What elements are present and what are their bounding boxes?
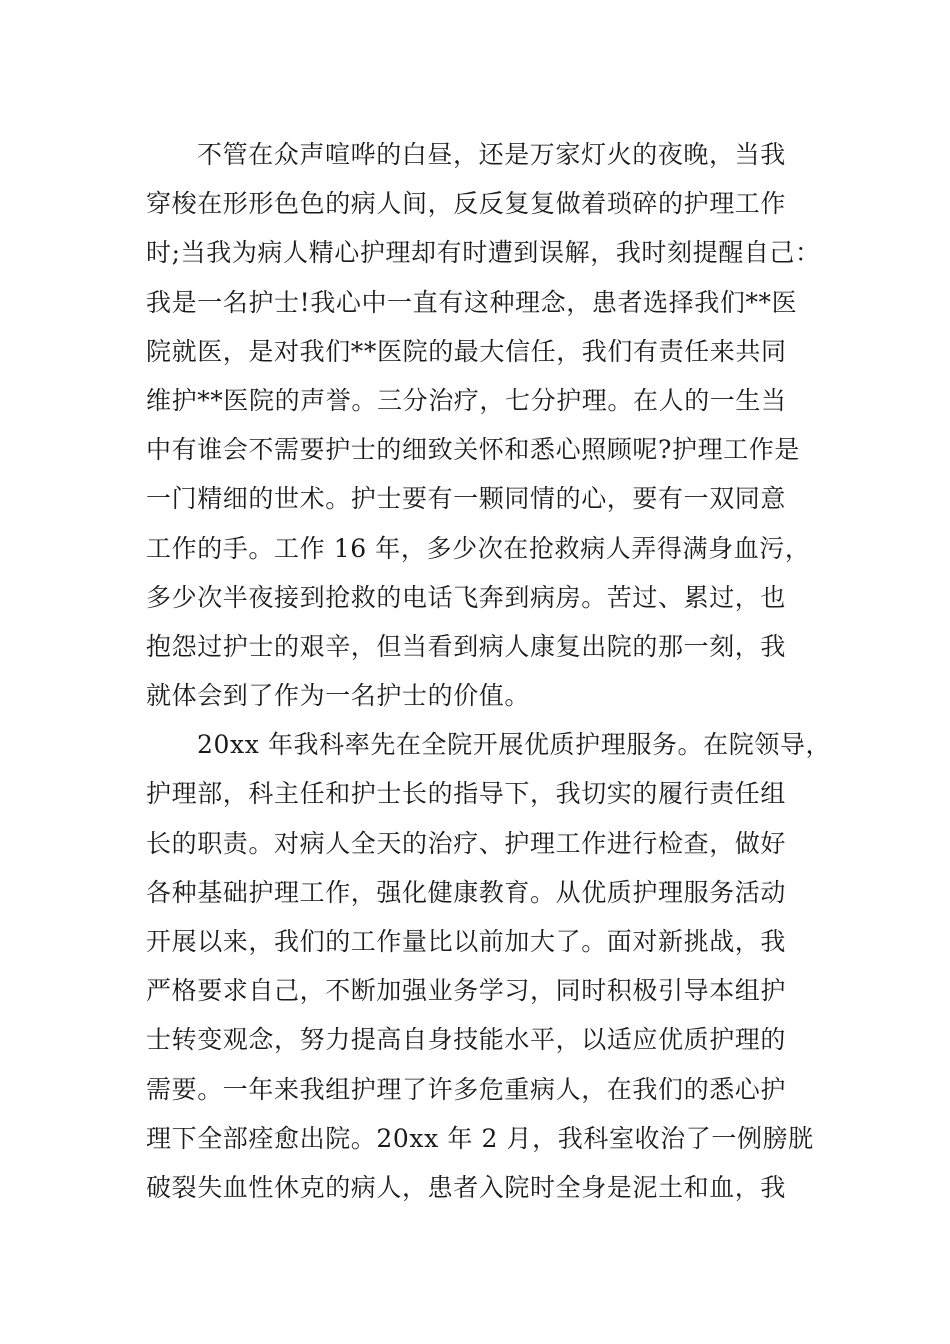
text-line: 长的职责。对病人全天的治疗、护理工作进行检查，做好 bbox=[146, 828, 787, 858]
text-line: 破裂失血性休克的病人，患者入院时全身是泥土和血，我 bbox=[146, 1172, 787, 1202]
paragraph-2 bbox=[146, 720, 832, 1212]
text-line: 时;当我为病人精心护理却有时遭到误解，我时刻提醒自己： bbox=[146, 238, 821, 268]
text-line: 工作的手。工作 16 年，多少次在抢救病人弄得满身血污， bbox=[146, 533, 811, 563]
text-line: 各种基础护理工作，强化健康教育。从优质护理服务活动 bbox=[146, 877, 787, 907]
text-line: 穿梭在形形色色的病人间，反反复复做着琐碎的护理工作 bbox=[146, 189, 787, 219]
paragraph-1 bbox=[146, 130, 821, 720]
text-line: 20xx 年我科率先在全院开展优质护理服务。在院领导， bbox=[197, 730, 832, 760]
document-body bbox=[146, 130, 832, 1212]
text-line: 我是一名护士!我心中一直有这种理念，患者选择我们**医 bbox=[146, 287, 798, 317]
text-line: 就体会到了作为一名护士的价值。 bbox=[146, 681, 531, 711]
text-line: 一门精细的世术。护士要有一颗同情的心，要有一双同意 bbox=[146, 484, 787, 514]
text-line: 严格要求自己，不断加强业务学习，同时积极引导本组护 bbox=[146, 976, 787, 1006]
text-line: 多少次半夜接到抢救的电话飞奔到病房。苦过、累过，也 bbox=[146, 582, 787, 612]
text-line: 护理部，科主任和护士长的指导下，我切实的履行责任组 bbox=[146, 779, 787, 809]
text-line: 中有谁会不需要护士的细致关怀和悉心照顾呢?护理工作是 bbox=[146, 435, 801, 465]
text-line: 士转变观念，努力提高自身技能水平，以适应优质护理的 bbox=[146, 1025, 787, 1055]
text-line: 理下全部痊愈出院。20xx 年 2 月，我科室收治了一例膀胱 bbox=[146, 1123, 814, 1153]
text-line: 院就医，是对我们**医院的最大信任，我们有责任来共同 bbox=[146, 336, 787, 366]
text-line: 抱怨过护士的艰辛，但当看到病人康复出院的那一刻，我 bbox=[146, 631, 787, 661]
text-line: 需要。一年来我组护理了许多危重病人，在我们的悉心护 bbox=[146, 1074, 787, 1104]
text-line: 维护**医院的声誉。三分治疗，七分护理。在人的一生当 bbox=[146, 385, 787, 415]
text-line: 开展以来，我们的工作量比以前加大了。面对新挑战，我 bbox=[146, 927, 787, 956]
text-line: 不管在众声喧哗的白昼，还是万家灯火的夜晚，当我 bbox=[197, 140, 786, 169]
